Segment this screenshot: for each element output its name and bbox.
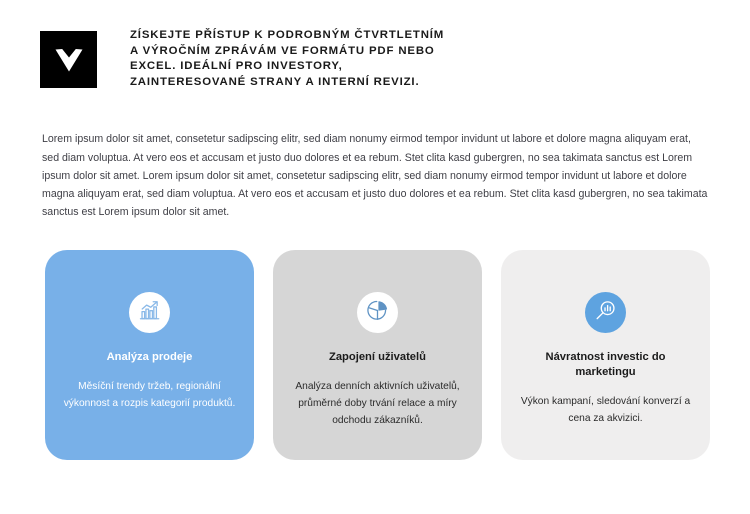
bar-chart-trend-icon <box>138 299 161 327</box>
header <box>0 0 750 90</box>
intro-paragraph: Lorem ipsum dolor sit amet, consetetur sadipscing elitr, sed diam nonumy eirmod tempor invidunt ut labore et dolore magna aliquyam erat, sed diam voluptua. At vero eos et accusam et justo duo dolores et ea rebum. Stet clita kasd gubergren, no sea takimata sanctus est Lorem ipsum dolor sit amet. Lorem ipsum dolor sit amet, consetetur sadipscing elitr, sed diam nonumy eirmod tempor invidunt ut labore et dolore magna aliquyam erat, sed diam voluptua. At vero eos et accusam et justo duo dolores et ea rebum. Stet clita kasd gubergren, no sea takimata sanctus est Lorem ipsum dolor sit amet. <box>42 133 708 219</box>
feature-card-list <box>0 221 750 460</box>
feature-card-user-engagement[interactable] <box>273 250 482 460</box>
chevron-down-logo-mark-icon <box>54 46 84 74</box>
card-icon-wrapper <box>585 292 626 333</box>
card-icon-wrapper <box>357 292 398 333</box>
card-description: Výkon kampaní, sledování konverzí a cena za akvizici. <box>520 396 691 425</box>
card-description: Analýza denních aktivních uživatelů, průměrné doby trvání relace a míry odchodu zákazníků. <box>295 381 460 427</box>
pie-chart-icon <box>366 299 389 327</box>
brand-logo[interactable] <box>40 31 97 88</box>
feature-card-sales-analysis[interactable] <box>45 250 254 460</box>
card-title: Návratnost investic do marketingu <box>545 351 666 379</box>
page-title: ZÍSKEJTE PŘÍSTUP K PODROBNÝM ČTVRTLETNÍM A VÝROČNÍM ZPRÁVÁM VE FORMÁTU PDF NEBO EXCEL. IDEÁLNÍ PRO INVESTORY, ZAINTERESOVANÉ STRANY A INTERNÍ REVIZI. <box>130 29 445 88</box>
card-title: Zapojení uživatelů <box>329 351 426 364</box>
magnifier-bar-chart-icon <box>594 299 617 327</box>
card-title: Analýza prodeje <box>106 351 193 364</box>
card-description: Měsíční trendy tržeb, regionální výkonnost a rozpis kategorií produktů. <box>63 381 236 410</box>
feature-card-marketing-roi[interactable] <box>501 250 710 460</box>
card-icon-wrapper <box>129 292 170 333</box>
